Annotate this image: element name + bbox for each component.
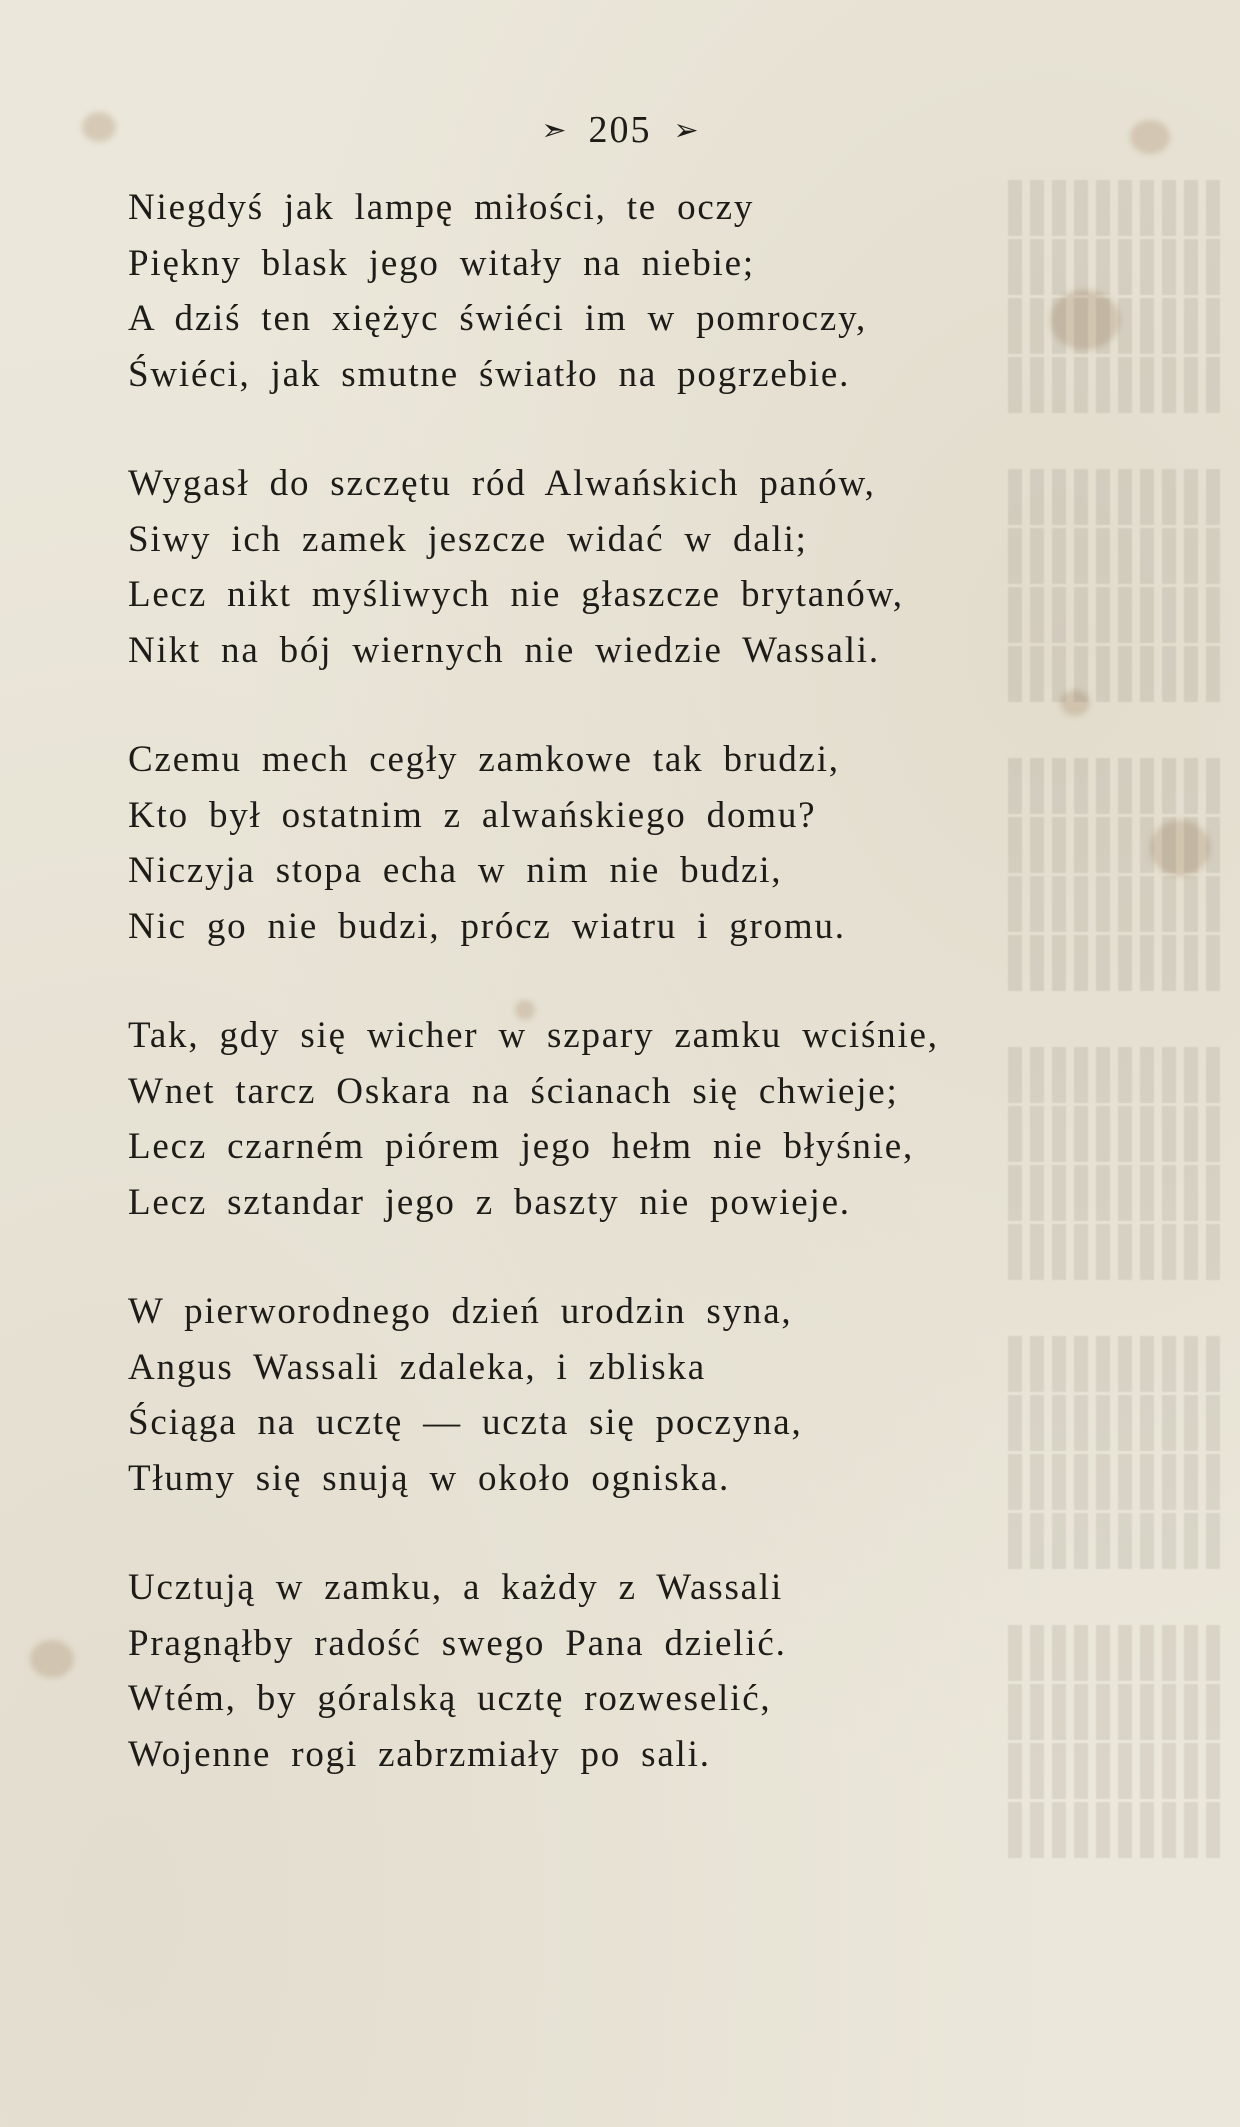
bleed-through-text [1000, 180, 1220, 1820]
page-number: 205 [588, 109, 652, 151]
verse-line: A dziś ten xiężyc świéci im w pomroczy, [128, 298, 868, 339]
stanza [128, 180, 1008, 402]
verse-line: Kto był ostatnim z alwańskiego domu? [128, 794, 817, 836]
verse-line: Niegdyś jak lampę miłości, te oczy [128, 187, 755, 228]
ornament-right-icon: ➢ [673, 113, 699, 147]
verse-line: Świéci, jak smutne światło na pogrzebie. [128, 353, 851, 395]
stanza [128, 1008, 1008, 1230]
verse-line: Ściąga na ucztę — uczta się poczyna, [128, 1402, 803, 1443]
verse-line: Lecz czarném piórem jego hełm nie błyśnie, [128, 1126, 915, 1167]
stanza [128, 456, 1008, 678]
verse-line: Piękny blask jego witały na niebie; [128, 242, 755, 284]
verse-line: Niczyja stopa echa w nim nie budzi, [128, 850, 783, 891]
verse-line: Nikt na bój wiernych nie wiedzie Wassali. [128, 629, 880, 671]
paper-stain [30, 1640, 74, 1678]
verse-line: Czemu mech cegły zamkowe tak brudzi, [128, 739, 840, 780]
verse-line: Nic go nie budzi, prócz wiatru i gromu. [128, 905, 846, 947]
verse-line: Ucztują w zamku, a każdy z Wassali [128, 1567, 784, 1608]
verse-line: Wtém, by góralską ucztę rozweselić, [128, 1678, 772, 1719]
verse-line: Lecz sztandar jego z baszty nie powieje. [128, 1181, 851, 1223]
verse-line: Wojenne rogi zabrzmiały po sali. [128, 1733, 711, 1775]
verse-line: Angus Wassali zdaleka, i zbliska [128, 1346, 707, 1388]
stanza [128, 1560, 1008, 1782]
verse-line: Siwy ich zamek jeszcze widać w dali; [128, 518, 808, 560]
verse-line: Lecz nikt myśliwych nie głaszcze brytanów, [128, 574, 904, 615]
verse-line: Wygasł do szczętu ród Alwańskich panów, [128, 463, 876, 504]
verse-line: Tak, gdy się wicher w szpary zamku wciśnie, [128, 1015, 939, 1056]
verse-line: Wnet tarcz Oskara na ścianach się chwieje; [128, 1070, 899, 1112]
verse-line: Tłumy się snują w około ogniska. [128, 1457, 731, 1499]
poem-text [128, 180, 1008, 1836]
stanza [128, 732, 1008, 954]
verse-line: W pierworodnego dzień urodzin syna, [128, 1291, 793, 1332]
running-header [0, 108, 1240, 151]
stanza [128, 1284, 1008, 1506]
ornament-left-icon: ➣ [541, 113, 567, 147]
verse-line: Pragnąłby radość swego Pana dzielić. [128, 1622, 787, 1664]
